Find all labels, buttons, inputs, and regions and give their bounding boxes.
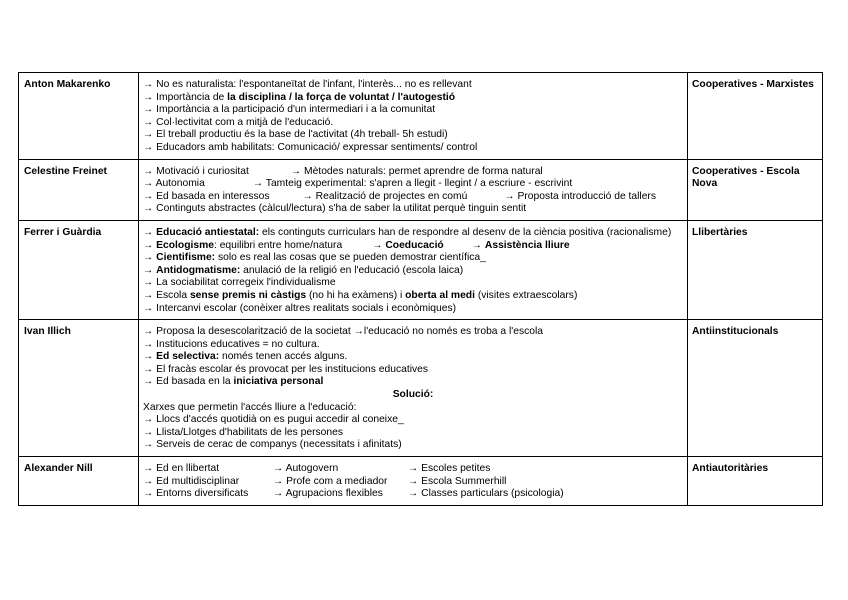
text-line: → No es naturalista: l'espontaneïtat de l'infant, l'interès... no es rellevant <box>143 79 472 90</box>
text-line: → Ed basada en la iniciativa personal <box>143 376 324 388</box>
text-line: → El treball productiu és la base de l'activitat (4h treball- 5h estudi) <box>143 129 448 141</box>
author-name: Ferrer i Guàrdia <box>19 220 139 319</box>
text-line: → Autonomia → Tamteig experimental: s'apren a llegit - llegint / a escriure - escrivint <box>143 178 573 190</box>
text-line: → Antidogmatisme: anulació de la religió en l'educació (escola laica) <box>143 264 464 276</box>
text-line: → Proposa la desescolarització de la societat →l'educació no només es troba a l'escola <box>143 326 544 338</box>
text-line: → Ed en llibertat → Autogovern → Escoles petites <box>143 463 491 475</box>
table-row <box>19 220 823 319</box>
category-label: Cooperatives - Escola Nova <box>688 159 823 220</box>
description-cell <box>139 159 688 220</box>
text-line: Xarxes que permetin l'accés lliure a l'educació: <box>143 401 357 413</box>
text-line: → Llista/Llotges d'habilitats de les persones <box>143 426 344 438</box>
table-row <box>19 457 823 506</box>
text-line: → Serveis de cerac de companys (necessitats i afinitats) <box>143 439 402 451</box>
text-line: → Continguts abstractes (càlcul/lectura) s'ha de saber la utilitat perquè tinguin sentit <box>143 203 527 215</box>
text-line: → Escola sense premis ni càstigs (no hi ha exàmens) i oberta al medi (visites extraescolars) <box>143 289 578 301</box>
text-line: → Ed basada en interessos → Realització de projectes en comú → Proposta introducció de tallers <box>143 190 657 202</box>
author-name: Anton Makarenko <box>19 73 139 160</box>
author-name: Ivan Illich <box>19 320 139 457</box>
table-row <box>19 320 823 457</box>
text-line: → Cientifisme: solo es real las cosas que se pueden demostrar científica_ <box>143 252 486 264</box>
text-line: → Ed selectiva: només tenen accés alguns. <box>143 351 348 363</box>
author-name: Celestine Freinet <box>19 159 139 220</box>
table-row <box>19 159 823 220</box>
description-cell <box>139 320 688 457</box>
text-line: → Importància de la disciplina / la força de voluntat / l'autogestió <box>143 91 456 103</box>
text-line: → Educació antiestatal: els continguts curriculars han de respondre al desenv de la ciència positiva (racionalisme) <box>143 226 672 238</box>
table-row <box>19 73 823 160</box>
text-line: → Importància a la participació d'un intermediari i a la comunitat <box>143 104 436 116</box>
solution-heading: Solució: <box>392 389 434 401</box>
text-line: → La sociabilitat corregeix l'individualisme <box>143 277 336 289</box>
text-line: → Motivació i curiositat → Mètodes naturals: permet aprendre de forma natural <box>143 165 543 177</box>
text-line: → Llocs d'accés quotidià on es pugui accedir al coneixe_ <box>143 414 404 426</box>
description-cell <box>139 220 688 319</box>
category-label: Llibertàries <box>688 220 823 319</box>
text-line: → Ed multidisciplinar → Profe com a mediador → Escola Summerhill <box>143 475 507 487</box>
category-label: Antiinstitucionals <box>688 320 823 457</box>
document-table <box>18 72 823 506</box>
text-line: → Ecologisme: equilibri entre home/natura → Coeducació → Assistència lliure <box>143 239 570 251</box>
text-line: → Institucions educatives = no cultura. <box>143 338 320 350</box>
author-name: Alexander Nill <box>19 457 139 506</box>
description-cell <box>139 457 688 506</box>
text-line: → Intercanvi escolar (conèixer altres realitats socials i econòmiques) <box>143 302 457 314</box>
text-line: → Entorns diversificats → Agrupacions flexibles → Classes particulars (psicologia) <box>143 488 564 500</box>
text-line: → Educadors amb habilitats: Comunicació/ expressar sentiments/ control <box>143 141 478 153</box>
text-line: → El fracàs escolar és provocat per les institucions educatives <box>143 363 429 375</box>
text-line: → Col·lectivitat com a mitjà de l'educació. <box>143 116 334 128</box>
description-cell <box>139 73 688 160</box>
category-label: Cooperatives - Marxistes <box>688 73 823 160</box>
category-label: Antiautoritàries <box>688 457 823 506</box>
